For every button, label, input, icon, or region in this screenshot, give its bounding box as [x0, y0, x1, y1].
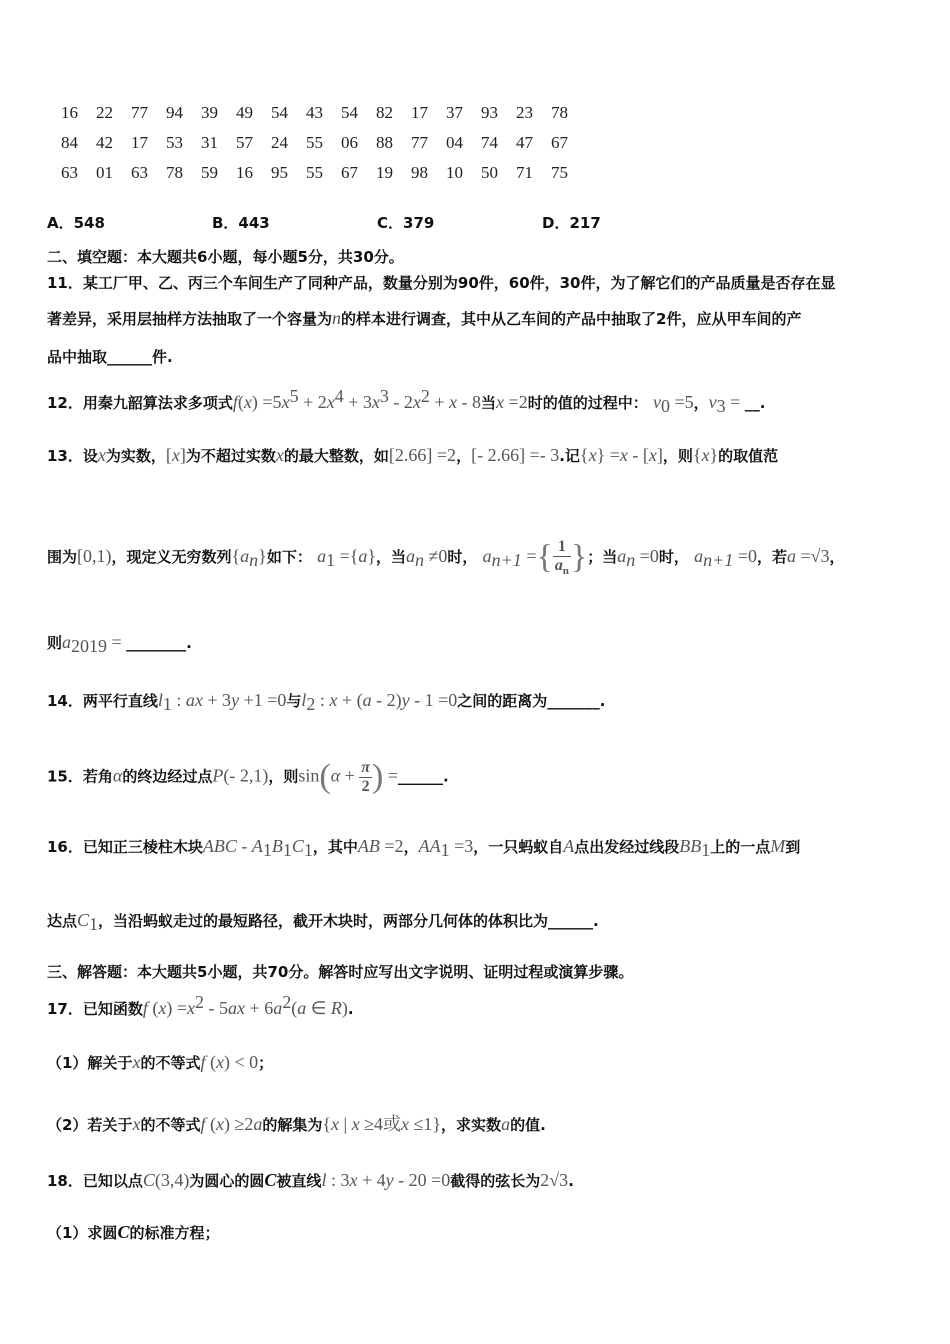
random-table-cell: 75: [551, 163, 568, 182]
random-table-cell: 57: [236, 133, 253, 152]
random-table-cell: 74: [481, 133, 498, 152]
random-table-cell: 22: [96, 103, 113, 122]
random-table-cell: 78: [166, 163, 183, 182]
q11-line-3: 品中抽取______件.: [47, 348, 173, 366]
random-table-cell: 54: [341, 103, 358, 122]
random-table-cell: 67: [341, 163, 358, 182]
random-table-cell: 50: [481, 163, 498, 182]
random-table-cell: 77: [411, 133, 428, 152]
q17-part-2: （2）若关于x的不等式f (x) ≥2a的解集为{x | x ≥4或x ≤1}，求实数a的值.: [47, 1114, 546, 1134]
random-table-cell: 93: [481, 103, 498, 122]
random-table-cell: 16: [236, 163, 253, 182]
random-table-cell: 82: [376, 103, 393, 122]
q13-line-3: 则$a_{2019}$ = ________.: [47, 632, 192, 656]
random-table-cell: 71: [516, 163, 533, 182]
random-table-cell: 42: [96, 133, 113, 152]
q16-line-1: 16．已知正三棱柱木块ABC - $A_1B_1C_1$，其中AB =2，$AA_1 =3$，一只蚂蚁自A点出发经过线段$BB_1$上的一点M到: [47, 836, 801, 860]
random-table-cell: 16: [61, 103, 78, 122]
random-table-cell: 84: [61, 133, 78, 152]
q17: 17．已知函数f $(x) =x^2 - 5ax + 6a^2(a$ ∈ R).: [47, 992, 354, 1018]
random-table-cell: 59: [201, 163, 218, 182]
random-table-cell: 17: [411, 103, 428, 122]
option-c: C．379: [377, 214, 435, 232]
random-table-cell: 95: [271, 163, 288, 182]
random-table-cell: 55: [306, 163, 323, 182]
random-table-row: [52, 128, 592, 158]
option-b: B．443: [212, 214, 270, 232]
q12: 12．用秦九韶算法求多项式$f(x) =5x^5 + 2x^4 + 3x^3 - 2x^2 + x - 8$当x =2时的值的过程中： $v_0 =5$，$v_3$ = __.: [47, 386, 766, 416]
section-fill-in-heading: 二、填空题：本大题共6小题，每小题5分，共30分。: [47, 248, 404, 266]
random-table-cell: 01: [96, 163, 113, 182]
random-table-cell: 43: [306, 103, 323, 122]
random-table-cell: 19: [376, 163, 393, 182]
random-table-cell: 54: [271, 103, 288, 122]
q13-line-2: 围为[0,1)，现定义无穷数列$\{a_n\}$如下： $a_1 =\{a\}$，当$a_n \ne 0$时， $a_{n+1}$ ={ $\frac{1}{a_n}$ }；当$a_n =0$时， $a_{n+1} =0$，若a =√3，: [47, 538, 845, 578]
random-table-cell: 63: [61, 163, 78, 182]
random-table-cell: 24: [271, 133, 288, 152]
random-table-cell: 47: [516, 133, 533, 152]
q18-part-1: （1）求圆C的标准方程；: [47, 1222, 220, 1242]
random-table-cell: 53: [166, 133, 183, 152]
random-table-cell: 78: [551, 103, 568, 122]
option-d: D．217: [542, 214, 601, 232]
random-table-cell: 39: [201, 103, 218, 122]
q14: 14．两平行直线$l_1$ : ax + 3y +1 =0与$l_2$ : x + (a - 2)y - 1 =0之间的距离为_______.: [47, 690, 606, 714]
random-table-cell: 23: [516, 103, 533, 122]
random-table-cell: 94: [166, 103, 183, 122]
q11-line-1: 11．某工厂甲、乙、丙三个车间生产了同种产品，数量分别为90件，60件，30件，为了解它们的产品质量是否存在显: [47, 274, 836, 292]
q17-part-1: （1）解关于x的不等式f (x) < 0；: [47, 1052, 274, 1072]
random-table-cell: 55: [306, 133, 323, 152]
random-table-cell: 06: [341, 133, 358, 152]
q11-line-2: 著差异，采用层抽样方法抽取了一个容量为n的样本进行调查，其中从乙车间的产品中抽取了2件，应从甲车间的产: [47, 308, 802, 328]
random-table-cell: 67: [551, 133, 568, 152]
option-a: A．548: [47, 214, 105, 232]
random-table-cell: 77: [131, 103, 148, 122]
random-table-row: [52, 98, 592, 128]
random-table-cell: 04: [446, 133, 463, 152]
random-table-cell: 63: [131, 163, 148, 182]
q15: 15．若角α的终边经过点P(- 2,1)，则sin(α + $\frac{\pi}{2}$ ) =______.: [47, 758, 449, 795]
random-table-cell: 31: [201, 133, 218, 152]
q13-line-1: 13．设x为实数，[x]为不超过实数x的最大整数，如[2.66] =2，[- 2.66] =- 3.记{x} =x - [x]，则{x}的取值范: [47, 445, 779, 465]
random-number-table: [52, 98, 592, 188]
random-table-cell: 49: [236, 103, 253, 122]
random-table-cell: 17: [131, 133, 148, 152]
q16-line-2: 达点$C_1$，当沿蚂蚁走过的最短路径，截开木块时，两部分几何体的体积比为______.: [47, 910, 599, 934]
random-table-cell: 88: [376, 133, 393, 152]
random-table-cell: 37: [446, 103, 463, 122]
random-table-cell: 10: [446, 163, 463, 182]
random-table-cell: 98: [411, 163, 428, 182]
q18: 18．已知以点C(3,4)为圆心的圆C被直线l : 3x + 4y - 20 =0截得的弦长为2√3.: [47, 1170, 574, 1190]
random-table-row: [52, 158, 592, 188]
section-solution-heading: 三、解答题：本大题共5小题，共70分。解答时应写出文字说明、证明过程或演算步骤。: [47, 963, 634, 981]
